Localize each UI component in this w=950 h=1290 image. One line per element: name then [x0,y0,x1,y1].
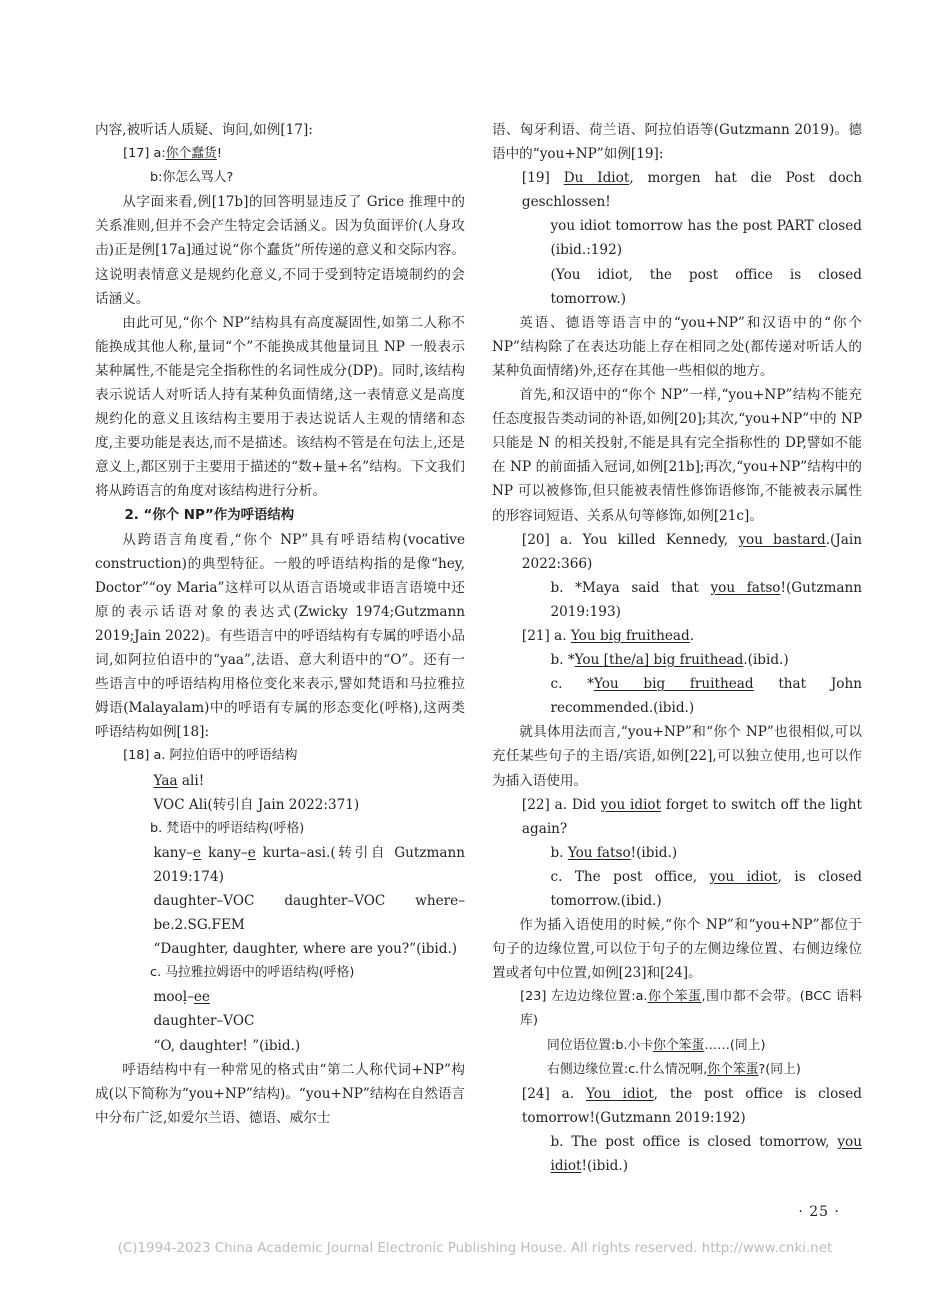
underlined-example-text: Du Idiot [563,170,630,187]
text-run: kurta–asi.(转引自 Gutzmann 2019:174) [153,844,465,885]
text-run: ali! [177,772,205,789]
text-run: ?(同上) [758,1061,801,1077]
text-run: [18] a. 阿拉伯语中的呼语结构 [123,748,298,764]
right-paragraph [492,841,862,865]
underlined-example-text: You [the/a] big fruithead [574,652,744,669]
text-run: (You idiot, the post office is closed tomorrow.) [550,266,862,307]
text-run: b. The post office is closed tomorrow, [550,1133,838,1150]
text-run: 语、匈牙利语、荷兰语、阿拉伯语等(Gutzmann 2019)。德语中的“you+NP”如例[19]: [492,122,862,163]
underlined-example-text: 你个笨蛋 [707,1061,759,1077]
text-run: b:你怎么骂人? [150,170,234,186]
right-paragraph [492,1058,862,1082]
right-paragraph [492,985,862,1033]
underlined-example-text: 你个笨蛋 [647,989,702,1005]
underlined-example-text: You fatso [567,844,631,861]
text-run: !(ibid.) [581,1158,629,1175]
text-run: ,围巾都不会带。(BCC 语料库) [520,989,862,1029]
underlined-example-text: You idiot [586,1085,654,1102]
right-paragraph [492,865,862,913]
underlined-example-text: You big fruithead [593,676,754,693]
left-paragraph [95,985,465,1009]
right-paragraph [492,1130,862,1178]
text-run: c. * [550,676,594,693]
underlined-example-text: 你个蠢货 [165,146,217,162]
text-run: 由此可见,“你个 NP”结构具有高度凝固性,如第二人称不能换成其他人称,量词“个”不能换成其他量词且 NP 一般表示某种属性,不能是完全指称性的名词性成分(DP)。同时,该结构表示说话人对听话人持有某种负面情绪,这一表情意义是高度规约化的意义且该结构主要用于表达说话人主观的情绪和态度,主要功能是表达,而不是描述。该结构不管是在句法上,还是意义上,都区别于主要用于描述的“数+量+名”结构。下文我们将从跨语言的角度对该结构进行分析。 [95,314,465,500]
right-paragraph [492,1082,862,1130]
text-run: that John recommended.(ibid.) [550,676,862,717]
text-run: [21] a. [521,627,571,644]
text-run: c. 马拉雅拉姆语中的呼语结构(呼格) [150,965,355,981]
text-run: b. [550,844,568,861]
underlined-example-text: you idiot [600,796,662,813]
left-paragraph [95,769,465,793]
underlined-example-text: e [247,844,256,861]
underlined-example-text: 你个笨蛋 [653,1037,705,1053]
text-run: 首先,和汉语中的“你个 NP”一样,“you+NP”结构不能充任态度报告类动词的补语,如例[20];其次,“you+NP”中的 NP 只能是 N 的相关投射,不能是具有完全指称性的 DP,譬如不能在 NP 的前面插入冠词,如例[21b];再次,“you+NP”结构中的 NP 可以被修饰,但只能被表情性修饰语修饰,不能被表示属性的形容词短语、关系从句等修饰,如例[21c]。 [492,387,862,524]
left-paragraph [95,190,465,310]
text-run: . [689,627,695,644]
left-paragraph [95,118,465,142]
text-run: 2. “你个 NP”作为呼语结构 [124,507,295,523]
left-paragraph [95,793,465,817]
left-paragraph [95,311,465,504]
left-paragraph [95,817,465,841]
underlined-example-text: Yaa [153,772,178,789]
text-run: kany– [153,844,194,861]
text-run: kany– [201,844,248,861]
left-paragraph [95,937,465,961]
right-paragraph [492,624,862,648]
left-paragraph [95,744,465,768]
right-paragraph [492,720,862,792]
right-paragraph [492,263,862,311]
text-run: , is closed tomorrow.(ibid.) [550,868,863,909]
text-run: [20] a. You killed Kennedy, [521,531,739,548]
right-paragraph [492,383,862,528]
text-run: .(ibid.) [743,652,789,669]
text-run: “O, daughter! ”(ibid.) [153,1037,301,1054]
right-paragraph [492,528,862,576]
text-run: daughter–VOC [153,1013,255,1030]
underlined-example-text: e [193,844,202,861]
left-paragraph [95,142,465,166]
text-run: 从跨语言角度看,“你个 NP”具有呼语结构(vocative construction)的典型特征。一般的呼语结构指的是像“hey, Doctor”“oy Maria”这样可以从语言语境或非语言语境中还原的表示话语对象的表达式(Zwicky 1974;Gutzmann 2019;Jain 2022)。有些语言中的呼语结构有专属的呼语小品词,如阿拉伯语中的“yaa”,法语、意大利语中的“O”。还有一些语言中的呼语结构用格位变化来表示,譬如梵语和马拉雅拉姆语(Malayalam)中的呼语有专属的形态变化(呼格),这两类呼语结构如例[18]: [95,531,465,741]
underlined-example-text: you fatso [710,579,781,596]
text-run: 作为插入语使用的时候,“你个 NP”和“you+NP”都位于句子的边缘位置,可以位于句子的左侧边缘位置、右侧边缘位置或者句中位置,如例[23]和[24]。 [492,917,862,982]
text-run: [23] 左边边缘位置:a. [520,989,648,1005]
left-paragraph [95,1034,465,1058]
text-run: , the post office is closed tomorrow!(Gutzmann 2019:192) [521,1085,862,1126]
left-paragraph [95,1009,465,1033]
right-paragraph [492,166,862,214]
text-run: 内容,被听话人质疑、询问,如例[17]: [95,122,313,138]
right-paragraph [492,311,862,383]
text-run: ……(同上) [704,1037,766,1053]
text-run: 就具体用法而言,“you+NP”和“你个 NP”也很相似,可以充任某些句子的主语/宾语,如例[22],可以独立使用,也可以作为插入语使用。 [492,724,862,789]
text-run: !(Gutzmann 2019:193) [550,579,862,620]
text-run: [19] [521,170,564,187]
right-paragraph [492,576,862,624]
underlined-example-text: you bastard [738,531,826,548]
left-paragraph [95,504,465,528]
right-paragraph [492,648,862,672]
text-run: ! [216,146,222,162]
right-paragraph [492,214,862,262]
text-run: 英语、德语等语言中的“you+NP”和汉语中的“你个 NP”结构除了在表达功能上存在相同之处(都传递对听话人的某种负面情绪)外,还存在其他一些相似的地方。 [492,314,862,379]
left-column [95,118,465,1130]
text-run: !(ibid.) [630,844,678,861]
underlined-example-text: you idiot [550,1133,862,1175]
text-run: 从字面来看,例[17b]的回答明显违反了 Grice 推理中的关系准则,但并不会产生特定会话涵义。因为负面评价(人身攻击)正是例[17a]通过说“你个蠢货”所传递的意义和交际内容。这说明表情意义是规约化意义,不同于受到特定语境制约的会话涵义。 [95,194,465,307]
right-paragraph [492,1034,862,1058]
right-paragraph [492,793,862,841]
text-run: mooḷ– [153,989,194,1006]
text-run: [22] a. Did [521,796,601,813]
left-paragraph [95,841,465,889]
underlined-example-text: you idiot [709,868,778,885]
text-run: b. 梵语中的呼语结构(呼格) [150,820,305,836]
page-number: · 25 · [798,1204,840,1220]
text-run: 同位语位置:b.小卡 [547,1037,654,1053]
right-paragraph [492,672,862,720]
left-paragraph [95,961,465,985]
text-run: 右侧边缘位置:c.什么情况啊, [547,1061,708,1077]
copyright-footer: (C)1994-2023 China Academic Journal Electronic Publishing House. All rights reserved. http://www.cnki.net [117,1241,833,1256]
text-run: b. *Maya said that [550,579,711,596]
text-run: [24] a. [521,1085,586,1102]
right-paragraph [492,118,862,166]
underlined-example-text: ee [193,989,210,1006]
text-run: 呼语结构中有一种常见的格式由“第二人称代词+NP”构成(以下简称为“you+NP”结构)。“you+NP”结构在自然语言中分布广泛,如爱尔兰语、德语、威尔士 [95,1061,466,1126]
left-paragraph [95,889,465,937]
left-paragraph [95,166,465,190]
text-run: [17] a: [123,146,166,162]
underlined-example-text: You big fruithead [570,627,690,644]
text-run: you idiot tomorrow has the post PART closed (ibid.:192) [550,218,862,259]
text-run: .(Jain 2022:366) [521,531,862,572]
text-run: “Daughter, daughter, where are you?”(ibid.) [153,941,458,958]
text-run: c. The post office, [550,868,710,885]
text-run: , morgen hat die Post doch geschlossen! [521,170,863,211]
text-run: VOC Ali(转引自 Jain 2022:371) [153,796,360,813]
right-paragraph [492,913,862,985]
left-paragraph [95,1058,465,1130]
left-paragraph [95,528,465,745]
right-column [492,118,862,1178]
text-run: daughter–VOC daughter–VOC where–be.2.SG.FEM [153,893,465,934]
text-run: b. * [550,652,575,669]
text-run: forget to switch off the light again? [521,796,862,837]
